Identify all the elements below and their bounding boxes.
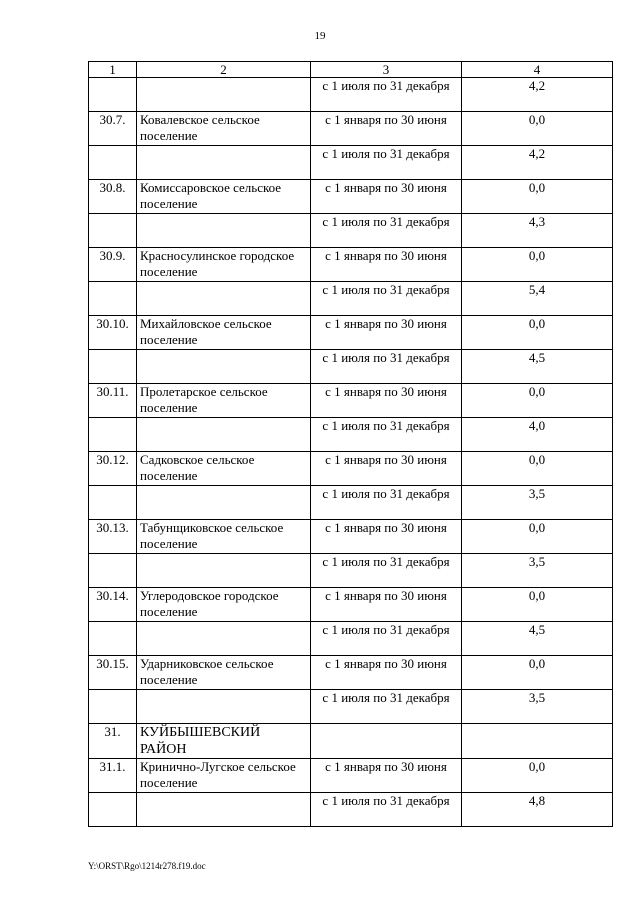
period: с 1 января по 30 июня [311, 248, 462, 282]
table-row [89, 554, 613, 588]
rate-value: 3,5 [462, 554, 613, 588]
period: с 1 июля по 31 декабря [311, 418, 462, 452]
rate-value [462, 724, 613, 759]
row-number [89, 350, 137, 384]
rate-value: 5,4 [462, 282, 613, 316]
period: с 1 июля по 31 декабря [311, 214, 462, 248]
table-row [89, 384, 613, 418]
period: с 1 июля по 31 декабря [311, 282, 462, 316]
period: с 1 января по 30 июня [311, 112, 462, 146]
table-row [89, 146, 613, 180]
region-row [89, 724, 613, 759]
rate-value: 0,0 [462, 452, 613, 486]
row-number [89, 793, 137, 827]
row-number [89, 622, 137, 656]
period: с 1 января по 30 июня [311, 520, 462, 554]
period: с 1 января по 30 июня [311, 384, 462, 418]
period: с 1 января по 30 июня [311, 759, 462, 793]
rate-value: 0,0 [462, 656, 613, 690]
table-row [89, 214, 613, 248]
rate-value: 0,0 [462, 180, 613, 214]
column-header: 3 [311, 62, 462, 78]
period: с 1 января по 30 июня [311, 588, 462, 622]
settlement-name [137, 793, 311, 827]
rate-value: 4,5 [462, 350, 613, 384]
rates-table [88, 61, 613, 827]
table-row [89, 316, 613, 350]
row-number: 30.14. [89, 588, 137, 622]
period: с 1 июля по 31 декабря [311, 554, 462, 588]
column-header: 1 [89, 62, 137, 78]
period: с 1 января по 30 июня [311, 656, 462, 690]
row-number [89, 690, 137, 724]
table-row [89, 588, 613, 622]
settlement-name: Кринично-Лугское сельское поселение [137, 759, 311, 793]
rate-value: 4,2 [462, 146, 613, 180]
table-row [89, 656, 613, 690]
rate-value: 0,0 [462, 759, 613, 793]
rate-value: 0,0 [462, 248, 613, 282]
period: с 1 января по 30 июня [311, 180, 462, 214]
period [311, 724, 462, 759]
table-row [89, 452, 613, 486]
rate-value: 0,0 [462, 316, 613, 350]
rate-value: 3,5 [462, 486, 613, 520]
period: с 1 июля по 31 декабря [311, 78, 462, 112]
settlement-name [137, 622, 311, 656]
settlement-name [137, 146, 311, 180]
settlement-name: Пролетарское сельское поселение [137, 384, 311, 418]
settlement-name: Углеродовское городское поселение [137, 588, 311, 622]
period: с 1 января по 30 июня [311, 452, 462, 486]
table-row [89, 690, 613, 724]
settlement-name [137, 554, 311, 588]
settlement-name: Красносулинское городское поселение [137, 248, 311, 282]
row-number: 30.11. [89, 384, 137, 418]
table-row [89, 486, 613, 520]
row-number: 31. [89, 724, 137, 759]
settlement-name [137, 350, 311, 384]
row-number [89, 214, 137, 248]
settlement-name [137, 486, 311, 520]
row-number: 31.1. [89, 759, 137, 793]
row-number [89, 146, 137, 180]
page-number: 19 [314, 30, 326, 42]
table-row [89, 282, 613, 316]
column-header: 2 [137, 62, 311, 78]
rate-value: 0,0 [462, 588, 613, 622]
row-number: 30.10. [89, 316, 137, 350]
settlement-name [137, 418, 311, 452]
row-number: 30.8. [89, 180, 137, 214]
settlement-name: Михайловское сельское поселение [137, 316, 311, 350]
table-row [89, 759, 613, 793]
column-header: 4 [462, 62, 613, 78]
file-path-footer: Y:\ORST\Rgo\1214r278.f19.doc [88, 861, 206, 871]
table-header [89, 62, 613, 78]
row-number: 30.7. [89, 112, 137, 146]
table-body [89, 78, 613, 827]
row-number: 30.9. [89, 248, 137, 282]
row-number: 30.12. [89, 452, 137, 486]
settlement-name: Ударниковское сельское поселение [137, 656, 311, 690]
settlement-name [137, 282, 311, 316]
period: с 1 июля по 31 декабря [311, 622, 462, 656]
row-number [89, 554, 137, 588]
rate-value: 0,0 [462, 384, 613, 418]
table-row [89, 248, 613, 282]
rate-value: 0,0 [462, 520, 613, 554]
settlement-name: Табунщиковское сельское поселение [137, 520, 311, 554]
rate-value: 4,5 [462, 622, 613, 656]
settlement-name: КУЙБЫШЕВСКИЙ РАЙОН [137, 724, 311, 759]
row-number: 30.13. [89, 520, 137, 554]
period: с 1 июля по 31 декабря [311, 486, 462, 520]
period: с 1 января по 30 июня [311, 316, 462, 350]
rate-value: 0,0 [462, 112, 613, 146]
table-row [89, 350, 613, 384]
rate-value: 4,3 [462, 214, 613, 248]
period: с 1 июля по 31 декабря [311, 793, 462, 827]
table-row [89, 112, 613, 146]
settlement-name [137, 690, 311, 724]
table-row [89, 418, 613, 452]
rate-value: 3,5 [462, 690, 613, 724]
rate-value: 4,2 [462, 78, 613, 112]
table-row [89, 78, 613, 112]
settlement-name [137, 78, 311, 112]
settlement-name: Садковское сельское поселение [137, 452, 311, 486]
row-number [89, 418, 137, 452]
row-number: 30.15. [89, 656, 137, 690]
rate-value: 4,0 [462, 418, 613, 452]
table-row [89, 622, 613, 656]
row-number [89, 486, 137, 520]
settlement-name [137, 214, 311, 248]
period: с 1 июля по 31 декабря [311, 146, 462, 180]
settlement-name: Комиссаровское сельское поселение [137, 180, 311, 214]
row-number [89, 282, 137, 316]
period: с 1 июля по 31 декабря [311, 690, 462, 724]
row-number [89, 78, 137, 112]
table-row [89, 520, 613, 554]
table-row [89, 180, 613, 214]
rate-value: 4,8 [462, 793, 613, 827]
period: с 1 июля по 31 декабря [311, 350, 462, 384]
settlement-name: Ковалевское сельское поселение [137, 112, 311, 146]
table-row [89, 793, 613, 827]
